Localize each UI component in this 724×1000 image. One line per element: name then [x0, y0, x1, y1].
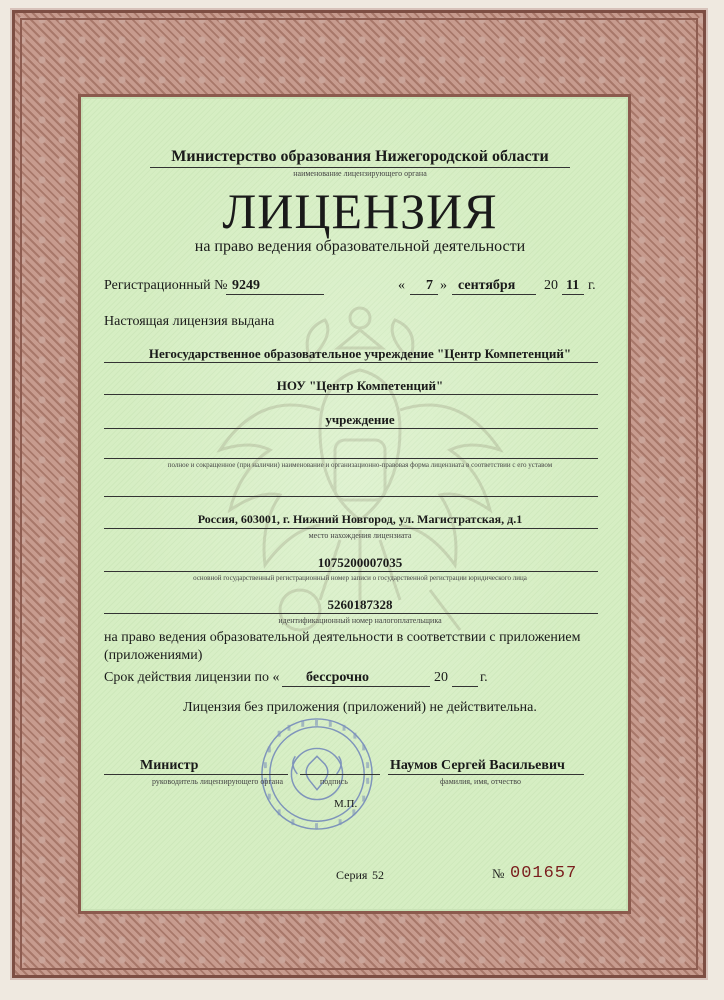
form-number-value: 001657 [510, 864, 578, 883]
series-label: Серия [336, 868, 368, 882]
licensee-full-name: Негосударственное образовательное учреждение "Центр Компетенций" [148, 346, 572, 361]
document-title: ЛИЦЕНЗИЯ [222, 183, 498, 239]
series-value: 52 [372, 868, 384, 882]
validity-value: бессрочно [306, 670, 370, 685]
licensee-short-name: НОУ "Центр Компетенций" [276, 378, 444, 393]
form-number-label: № [492, 866, 505, 881]
signatory-position: Министр [140, 758, 199, 773]
issued-to-label: Настоящая лицензия выдана [104, 314, 275, 329]
signatory-name: Наумов Сергей Васильевич [390, 758, 565, 773]
registration-month: сентября [458, 278, 516, 293]
license-page: Министерство образования Нижегородской области наименование лицензирующего органа ЛИЦЕНЗИЯ на право ведения образовательной деятельности Регистрационный № 9249 « 7 » сентября 20 11 г. Настоящая лицензия выдана Негосударственное образовательное учреждение "Центр Компетенций" НОУ "Центр Компетенций" учреждение полное и сокращенное (при наличии) наименование и организационно-правовая форма лицензиата в соответствии с его уставом Россия, 603001, г. Нижний Новгород, ул. Магистратская, д.1 место нахождения лицензиата 1075200007035 основной государственный регистрационный номер записи о государственной регистрации юридического лица 5260187328 идентификационный номер налогоплательщика на право ведения образовательной деятельности в соответствии с приложением (приложениями) Срок действия лицензии по « бессрочно 20 г. Лицензия без приложения (приложений) не действительна. Министр руководитель лицензирующего органа подпись Наумов Сергей Васильевич фамилия, имя, отчество М.П. Серия 52 № 001657 [0, 0, 724, 1000]
registration-day: 7 [426, 278, 433, 293]
registration-label: Регистрационный № [104, 278, 228, 293]
document-subtitle: на право ведения образовательной деятельности [194, 238, 526, 255]
registration-number: 9249 [232, 278, 260, 293]
issuing-authority: Министерство образования Нижегородской области [171, 148, 549, 165]
inn-value: 5260187328 [327, 597, 393, 612]
rights-text-line-2: (приложениями) [104, 648, 203, 663]
name-caption: фамилия, имя, отчество [440, 777, 521, 786]
registration-year: 11 [566, 278, 580, 293]
validity-label: Срок действия лицензии по « [104, 670, 280, 685]
rights-text-line-1: на право ведения образовательной деятельности в соответствии с приложением [104, 630, 581, 645]
issuing-authority-caption: наименование лицензирующего органа [293, 169, 427, 178]
ogrn-caption: основной государственный регистрационный номер записи о государственной регистрации юридического лица [193, 574, 527, 582]
signature-caption: подпись [320, 777, 348, 786]
seal-place-label: М.П. [334, 798, 358, 810]
appendix-note: Лицензия без приложения (приложений) не действительна. [183, 700, 537, 715]
licensee-legal-form: учреждение [325, 412, 395, 427]
licensee-address: Россия, 603001, г. Нижний Новгород, ул. Магистратская, д.1 [197, 512, 523, 526]
inn-caption: идентификационный номер налогоплательщика [278, 616, 442, 625]
position-caption: руководитель лицензирующего органа [152, 777, 284, 786]
licensee-name-caption: полное и сокращенное (при наличии) наименование и организационно-правовая форма лицензиата в соответствии с его уставом [167, 461, 553, 469]
address-caption: место нахождения лицензиата [308, 531, 412, 540]
ogrn-value: 1075200007035 [317, 555, 403, 570]
